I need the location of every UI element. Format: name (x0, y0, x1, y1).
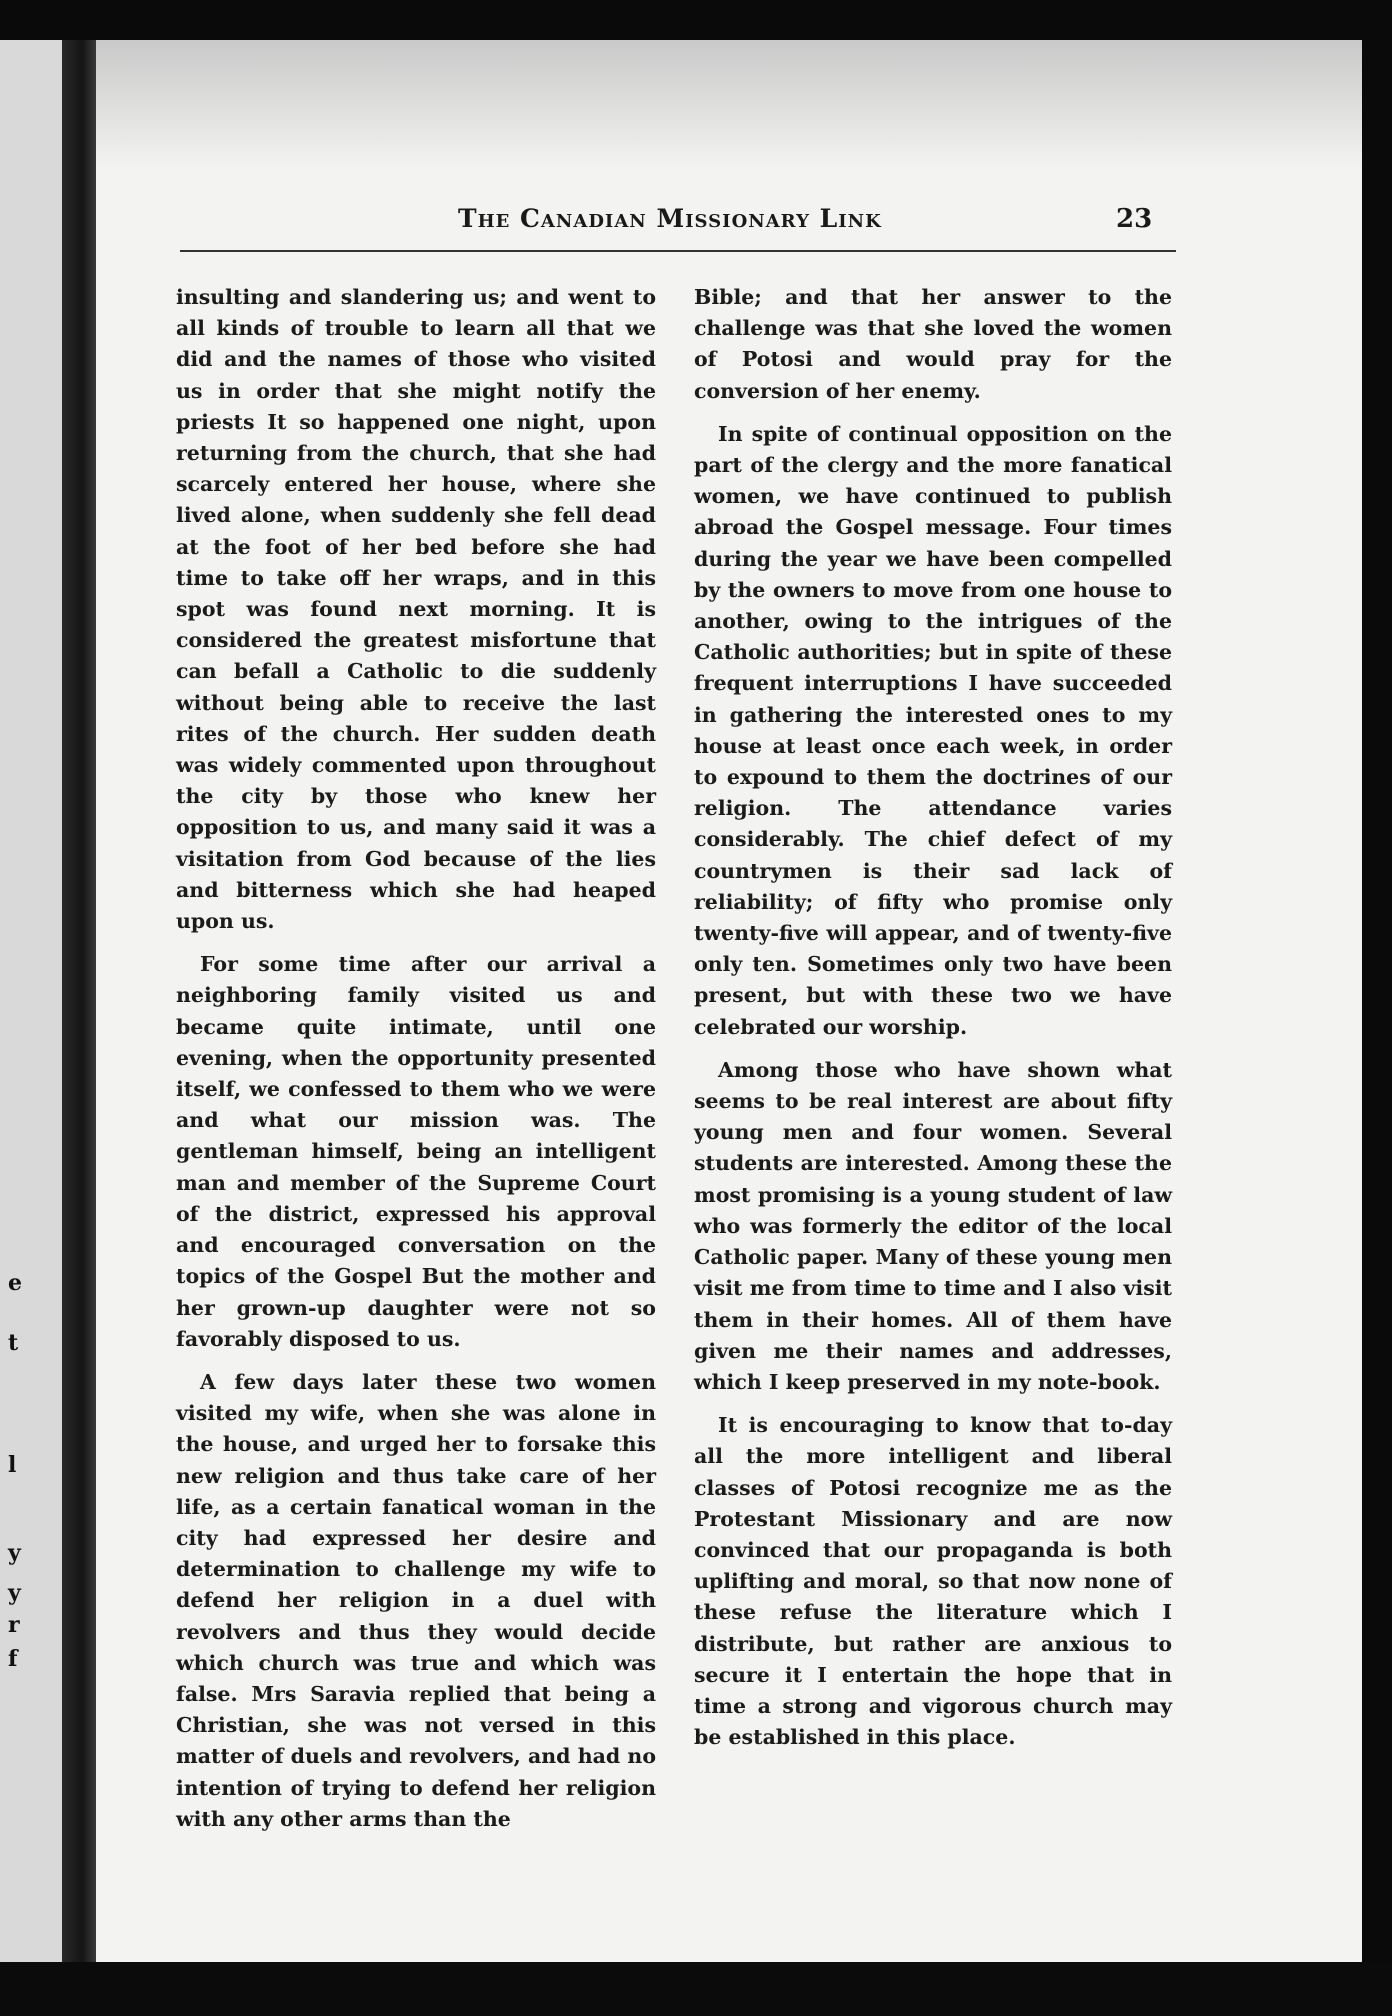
paragraph: Bible; and that her answer to the challenge was that she loved the women of Potosi and would pray for the conversion of her enemy. (694, 285, 1172, 403)
film-border-bottom (0, 1962, 1392, 2016)
right-column (694, 282, 1172, 1765)
paragraph: Among those who have shown what seems to be real interest are about fifty young men and four women. Several students are interested. Among these the most promising is a young student of law who was formerly the editor of the local Catholic paper. Many of these young men visit me from time to time and I also visit them in their homes. All of them have given me their names and addresses, which I keep preserved in my note-book. (694, 1057, 1172, 1394)
running-head (96, 204, 1362, 244)
paragraph: In spite of continual opposition on the part of the clergy and the more fanatical women, we have continued to publish abroad the Gospel message. Four times during the year we have been compelled by the owners to move from one house to another, owing to the intrigues of the Catholic authorities; but in spite of these frequent interruptions I have succeeded in gathering the interested ones to my house at least once each week, in order to expound to them the doctrines of our religion. The attendance varies considerably. The chief defect of my countrymen is their sad lack of reliability; of fifty who promise only twenty-five will appear, and of twenty-five only ten. Sometimes only two have been present, but with these two we have celebrated our worship. (694, 421, 1172, 1039)
running-head-title: The Canadian Missionary Link (458, 204, 882, 233)
book-gutter (62, 40, 96, 1965)
adjacent-page-fragment: y (8, 1580, 21, 1606)
scan-noise (96, 40, 1362, 170)
adjacent-page-fragment: t (8, 1330, 19, 1356)
adjacent-page-fragment: r (8, 1612, 20, 1638)
paragraph: insulting and slandering us; and went to all kinds of trouble to learn all that we did and the names of those who visited us in order that she might notify the priests It so happened one night, upon returning from the church, that she had scarcely entered her house, where she lived alone, when suddenly she fell dead at the foot of her bed before she had time to take off her wraps, and in this spot was found next morning. It is considered the greatest misfortune that can befall a Catholic to die suddenly without being able to receive the last rites of the church. Her sudden death was widely commented upon throughout the city by those who knew her opposition to us, and many said it was a visitation from God because of the lies and bitterness which she had heaped upon us. (176, 285, 656, 934)
page-number: 23 (1116, 204, 1153, 234)
paragraph: For some time after our arrival a neighboring family visited us and became quite intimate, until one evening, when the opportunity presented itself, we confessed to them who we were and what our mission was. The gentleman himself, being an intelligent man and member of the Supreme Court of the district, expressed his approval and encouraged conversation on the topics of the Gospel But the mother and her grown-up daughter were not so favorably disposed to us. (176, 952, 656, 1351)
adjacent-page-fragment: y (8, 1540, 21, 1566)
film-border-top (0, 0, 1392, 44)
paragraph: It is encouraging to know that to-day all the more intelligent and liberal classes of Potosi recognize me as the Protestant Missionary and are now convinced that our propaganda is both uplifting and moral, so that now none of these refuse the literature which I distribute, but rather are anxious to secure it I entertain the hope that in time a strong and vigorous church may be established in this place. (694, 1413, 1172, 1750)
adjacent-page-fragment: l (8, 1452, 17, 1478)
adjacent-page-edge (0, 40, 62, 1965)
adjacent-page-fragment: f (8, 1646, 18, 1672)
film-border-right (1362, 0, 1392, 2016)
paragraph: A few days later these two women visited my wife, when she was alone in the house, and urged her to forsake this new religion and thus take care of her life, as a certain fanatical woman in the city had expressed her desire and determination to challenge my wife to defend her religion in a duel with revolvers and thus they would decide which church was true and which was false. Mrs Saravia replied that being a Christian, she was not versed in this matter of duels and revolvers, and had no intention of trying to defend her religion with any other arms than the (176, 1369, 656, 1831)
adjacent-page-fragment: e (8, 1270, 22, 1296)
left-column (176, 282, 656, 1847)
header-rule (180, 250, 1176, 252)
